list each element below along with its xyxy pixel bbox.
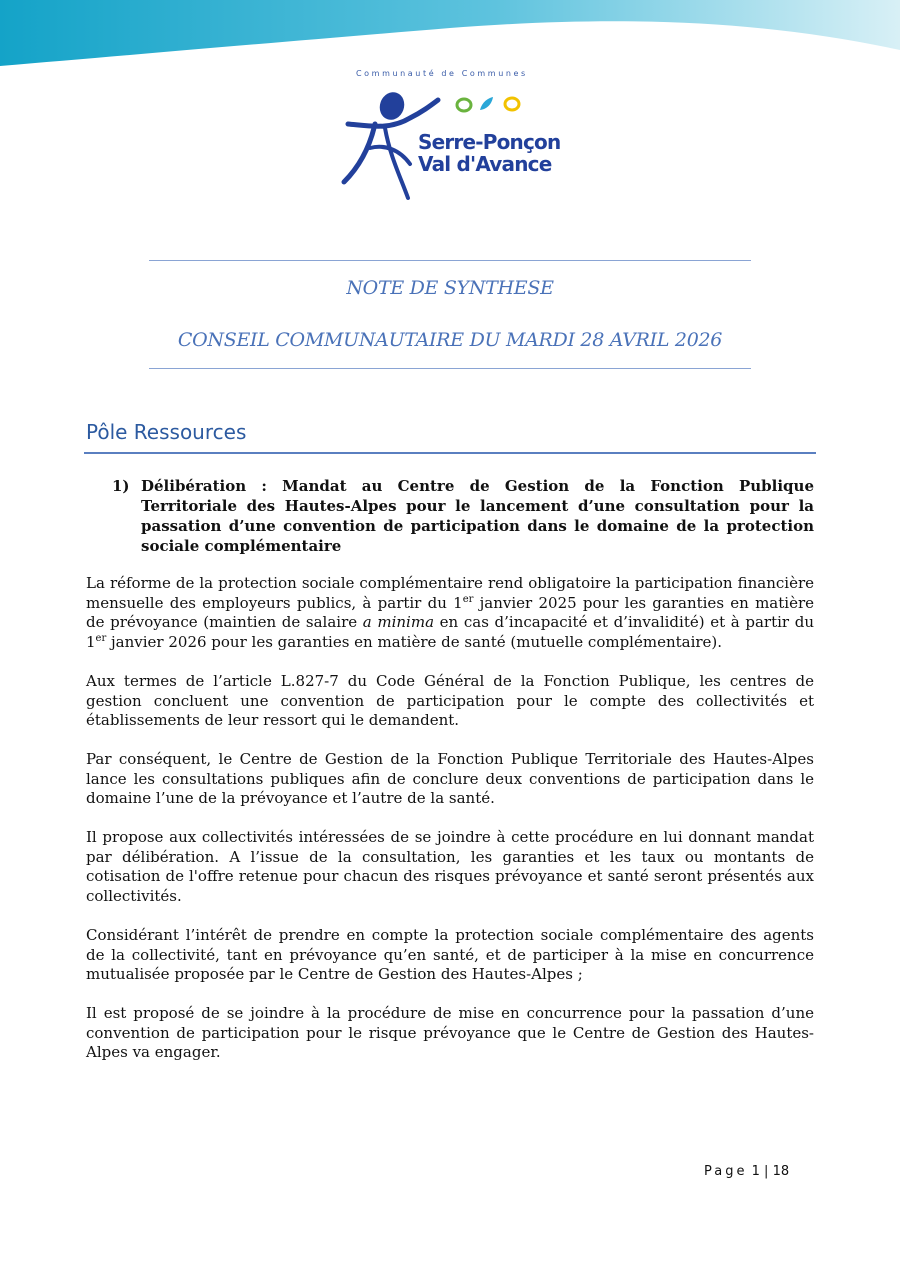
page-separator: | <box>764 1164 769 1179</box>
paragraph-article: Aux termes de l’article L.827-7 du Code Général de la Fonction Publique, les centres de gestion concluent une convention de participation pour le compte des collectivités et établissements de leur ressort qui le demandent. <box>86 672 814 729</box>
paragraph-reform <box>86 574 814 652</box>
ordinal-superscript: er <box>462 593 474 605</box>
paragraph-consequence: Par conséquent, le Centre de Gestion de la Fonction Publique Territoriale des Hautes-Alpes lance les consultations publiques afin de conclure deux conventions de participation dans le domaine l’une de la prévoyance et l’autre de la santé. <box>86 750 814 807</box>
agenda-item-number: 1) <box>112 477 130 495</box>
paragraph-proposal: Il est proposé de se joindre à la procédure de mise en concurrence pour la passation d’une convention de participation pour le risque prévoyance que le Centre de Gestion des Hautes-Alpes va engager. <box>86 1004 814 1061</box>
agenda-item-title: Délibération : Mandat au Centre de Gestion de la Fonction Publique Territoriale des Hautes-Alpes pour le lancement d’une consultation pour la passation d’une convention de participation dans le domaine de la protection sociale complémentaire <box>141 477 814 555</box>
paragraph-text: janvier 2025 pour les garanties en matière de prévoyance (maintien de salaire <box>86 593 814 631</box>
section-divider <box>84 452 816 454</box>
agenda-item <box>112 476 814 556</box>
logo-name-line2: Val d'Avance <box>418 152 552 176</box>
page-total: 18 <box>772 1164 790 1179</box>
page-footer <box>704 1164 789 1179</box>
paragraph-text: janvier 2026 pour les garanties en matière de santé (mutuelle complémentaire). <box>106 632 723 651</box>
paragraph-text: en cas d’incapacité et d’invalidité) et à partir du 1 <box>86 613 814 651</box>
document-title: NOTE DE SYNTHESE <box>346 277 554 299</box>
section-title: Pôle Ressources <box>86 420 247 444</box>
document-subtitle: CONSEIL COMMUNAUTAIRE DU MARDI 28 AVRIL 2026 <box>177 329 723 351</box>
emphasis-text: a minima <box>362 613 435 631</box>
paragraph-text: La réforme de la protection sociale complémentaire rend obligatoire la participation financière mensuelle des employeurs publics, à partir du 1 <box>86 574 814 612</box>
page-current: 1 <box>751 1164 760 1179</box>
page-label: Page <box>704 1164 748 1179</box>
logo-name-line1: Serre-Ponçon <box>418 130 561 154</box>
logo-tagline: Communauté de Communes <box>356 69 528 78</box>
title-bottom-divider <box>149 368 751 369</box>
title-top-divider <box>149 260 751 261</box>
paragraph-considering: Considérant l’intérêt de prendre en compte la protection sociale complémentaire des agents de la collectivité, tant en prévoyance qu’en santé, et de participer à la mise en concurrence mutualisée proposée par le Centre de Gestion des Hautes-Alpes ; <box>86 926 814 983</box>
ordinal-superscript: er <box>95 632 107 644</box>
paragraph-mandate: Il propose aux collectivités intéressées de se joindre à cette procédure en lui donnant mandat par délibération. A l’issue de la consultation, les garanties et les taux ou montants de cotisation de l'offre retenue pour chacun des risques prévoyance et santé seront présentés aux collectivités. <box>86 828 814 905</box>
